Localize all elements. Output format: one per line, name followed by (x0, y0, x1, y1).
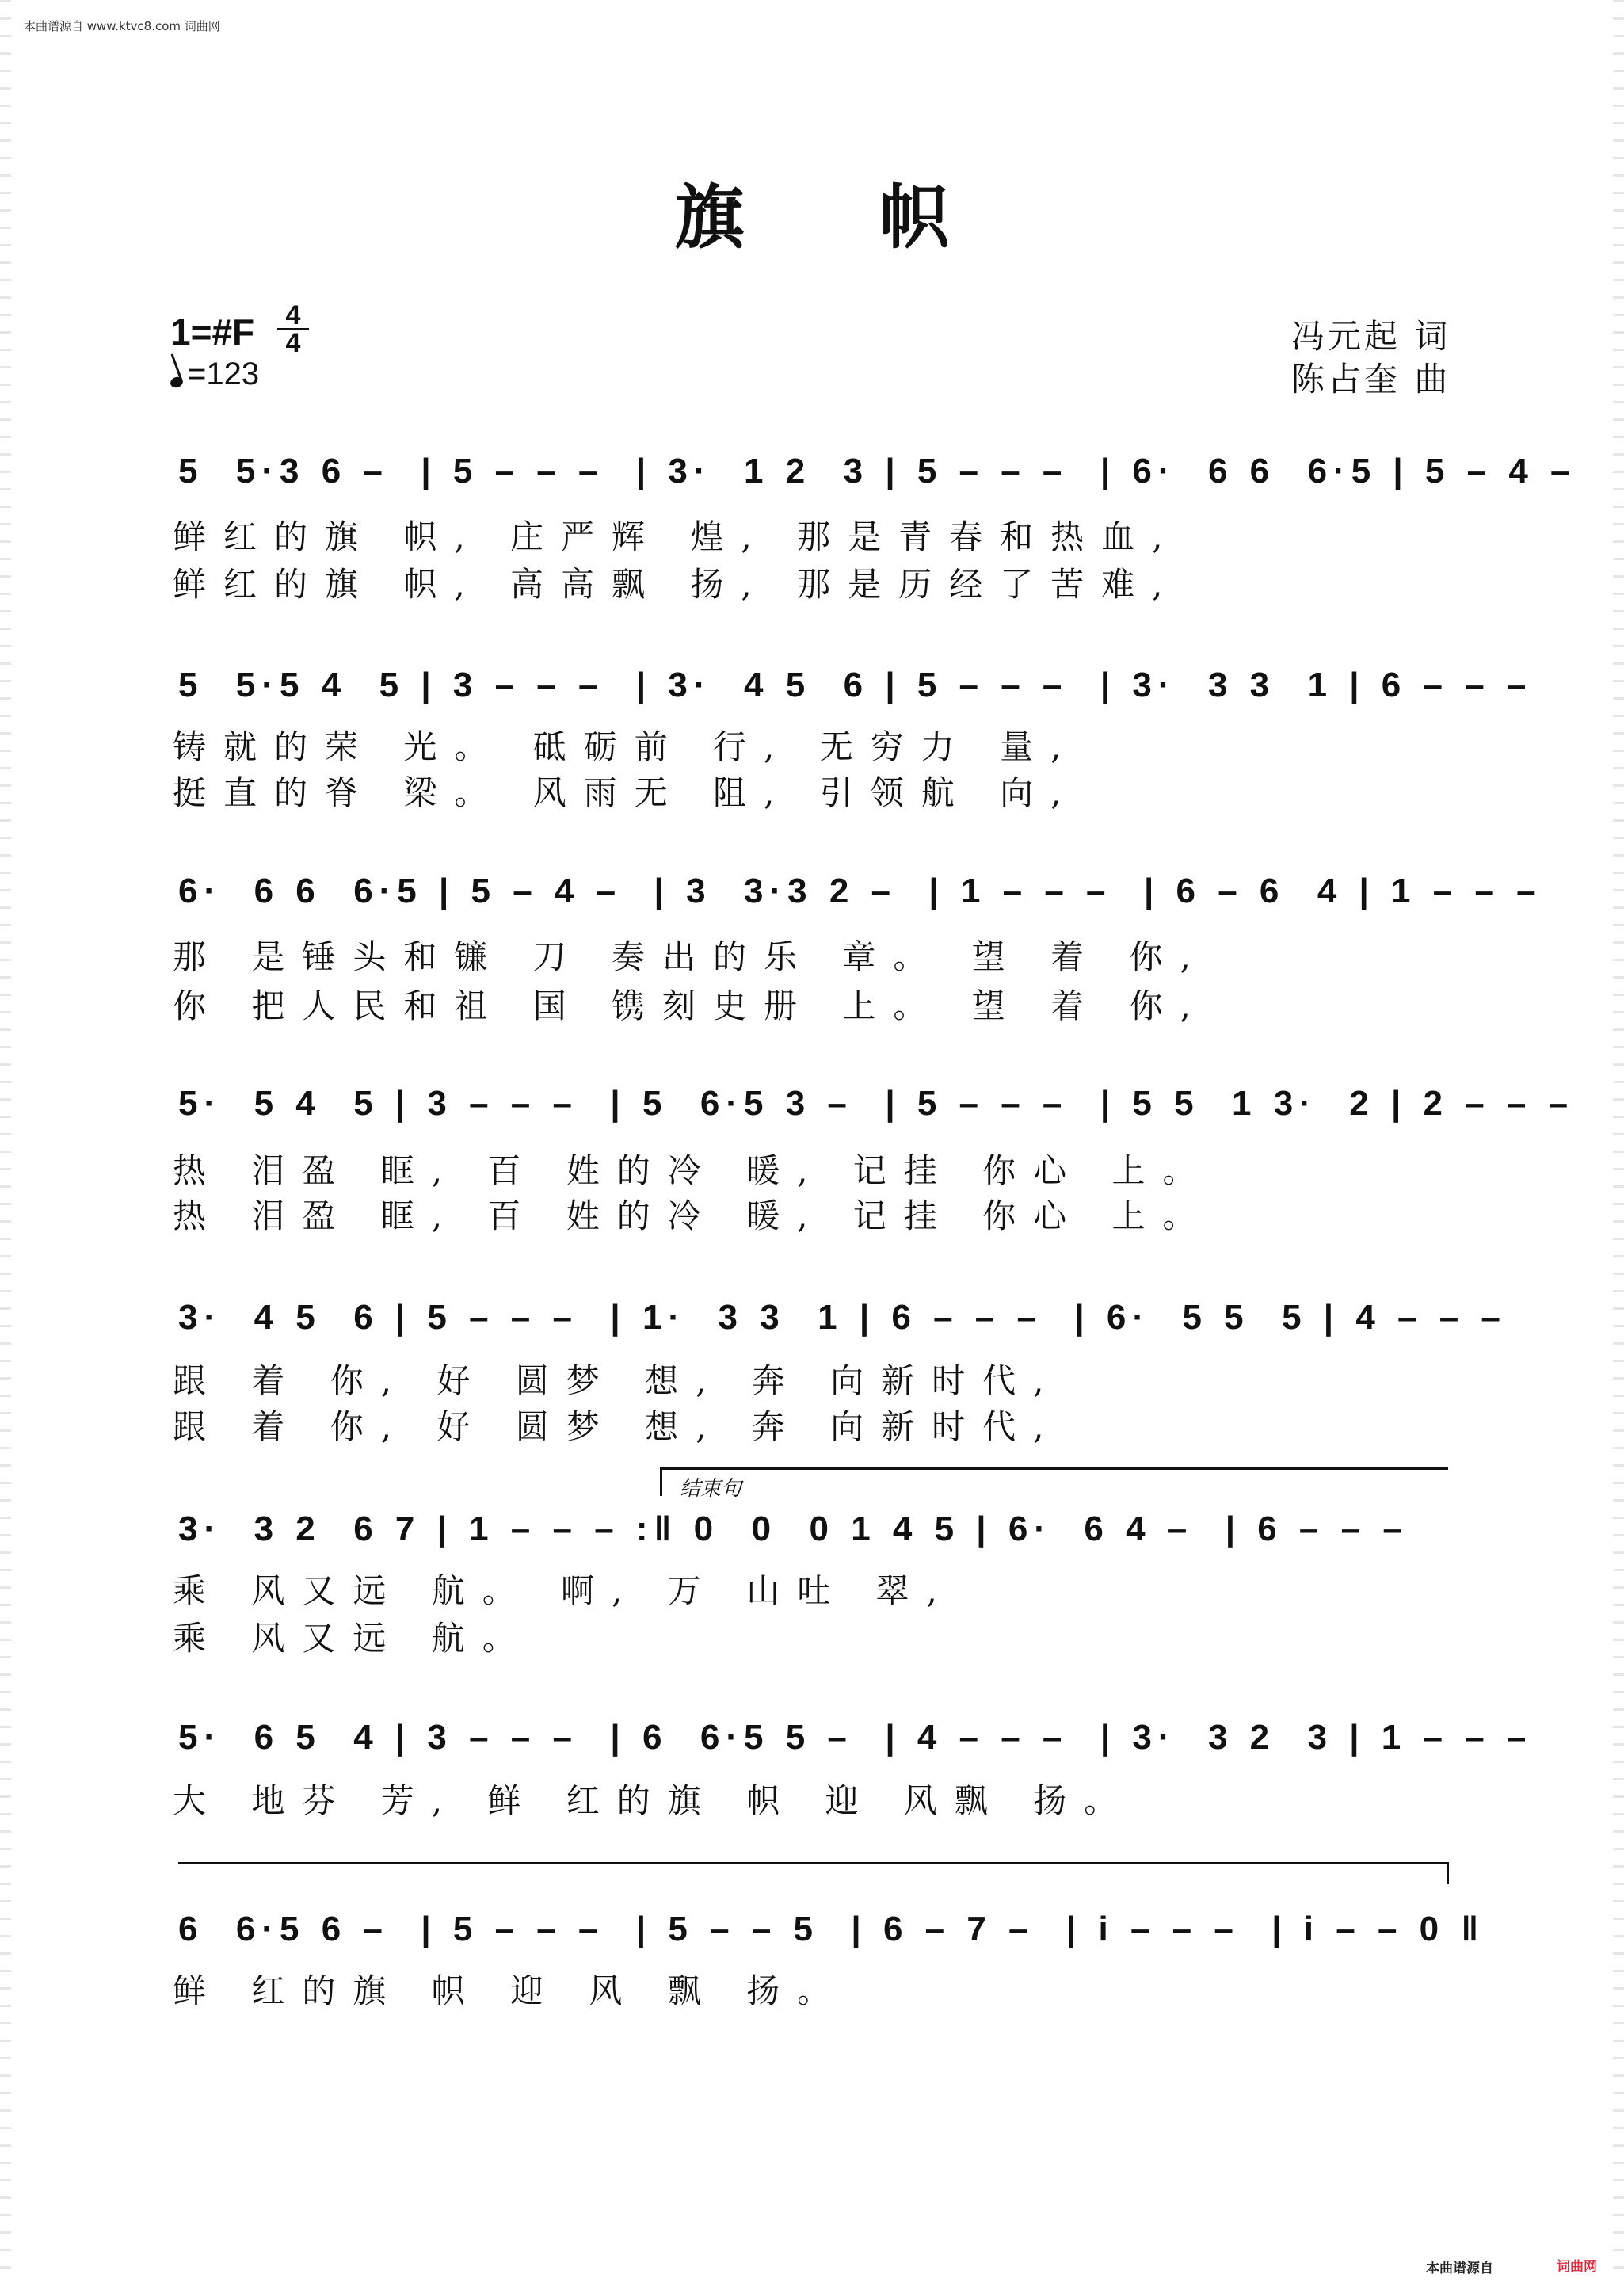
notation-row: 3· 3 2 6 7 | 1 – – – :‖ 0 0 0 1 4 5 | 6· 6 4 – | 6 – – – (178, 1509, 1409, 1548)
lyric-row: 热 泪盈 眶, 百 姓的冷 暖, 记挂 你心 上。 (173, 1151, 1214, 1190)
right-margin-strip (1613, 0, 1624, 2282)
quarter-note-icon (169, 376, 184, 390)
source-note: 本曲谱源自 www.ktvc8.com 词曲网 (24, 19, 220, 33)
meter-bottom: 4 (285, 328, 301, 358)
key-signature: 1=#F (170, 311, 255, 353)
ending-bracket-tick (660, 1467, 662, 1496)
notation-row: 3· 4 5 6 | 5 – – – | 1· 3 3 1 | 6 – – – | 6· 5 5 5 | 4 – – – (178, 1298, 1507, 1337)
lyric-row: 大 地芬 芳, 鲜 红的旗 帜 迎 风飘 扬。 (173, 1781, 1135, 1820)
lyric-row: 乘 风又远 航。 啊, 万 山吐 翠, (173, 1571, 955, 1610)
footer-source: 本曲谱源自 (1426, 2261, 1493, 2276)
lyric-row: 挺直的脊 梁。 风雨无 阻, 引领航 向, (173, 773, 1079, 812)
lyric-row: 鲜红的旗 帜, 高高飘 扬, 那是历经了苦难, (173, 565, 1180, 604)
lyric-row: 那 是锤头和镰 刀 奏出的乐 章。 望 着 你, (173, 937, 1208, 976)
ending-label: 结束句 (680, 1477, 742, 1501)
composer-credit: 陈占奎 曲 (1291, 360, 1451, 399)
lyric-row: 你 把人民和祖 国 镌刻史册 上。 望 着 你, (173, 986, 1208, 1025)
notation-row: 5· 5 4 5 | 3 – – – | 5 6·5 3 – | 5 – – – | 5 5 1 3· 2 | 2 – – – (178, 1084, 1575, 1123)
tail-bracket-tick (1447, 1862, 1449, 1884)
left-margin-strip (0, 0, 11, 2282)
tempo-marking (170, 357, 259, 392)
lyric-row: 跟 着 你, 好 圆梦 想, 奔 向新时代, (173, 1361, 1062, 1400)
lyric-row: 鲜红的旗 帜, 庄严辉 煌, 那是青春和热血, (173, 517, 1180, 556)
notation-row: 6· 6 6 6·5 | 5 – 4 – | 3 3·3 2 – | 1 – – – | 6 – 6 4 | 1 – – – (178, 872, 1542, 910)
lyricist-credit: 冯元起 词 (1291, 317, 1451, 356)
lyric-row: 乘 风又远 航。 (173, 1619, 533, 1658)
tail-bracket-line (178, 1862, 1448, 1864)
meter-top: 4 (285, 300, 301, 330)
tempo-value: =123 (188, 357, 260, 391)
time-signature (277, 300, 309, 358)
song-title: 旗 帜 (674, 176, 1005, 258)
notation-row: 5 5·5 4 5 | 3 – – – | 3· 4 5 6 | 5 – – – | 3· 3 3 1 | 6 – – – (178, 666, 1533, 704)
lyric-row: 鲜 红的旗 帜 迎 风 飘 扬。 (173, 1971, 848, 2010)
notation-row: 6 6·5 6 – | 5 – – – | 5 – – 5 | 6 – 7 – | i – – – | i – – 0 ‖ (178, 1910, 1485, 1948)
notation-row: 5· 6 5 4 | 3 – – – | 6 6·5 5 – | 4 – – – | 3· 3 2 3 | 1 – – – (178, 1718, 1533, 1757)
ending-bracket-line (660, 1467, 1448, 1470)
lyric-row: 铸就的荣 光。 砥砺前 行, 无穷力 量, (173, 727, 1079, 766)
notation-row: 5 5·3 6 – | 5 – – – | 3· 1 2 3 | 5 – – – | 6· 6 6 6·5 | 5 – 4 – (178, 452, 1576, 490)
lyric-row: 热 泪盈 眶, 百 姓的冷 暖, 记挂 你心 上。 (173, 1196, 1214, 1235)
lyric-row: 跟 着 你, 好 圆梦 想, 奔 向新时代, (173, 1407, 1062, 1446)
footer-site: 词曲网 (1557, 2259, 1597, 2275)
